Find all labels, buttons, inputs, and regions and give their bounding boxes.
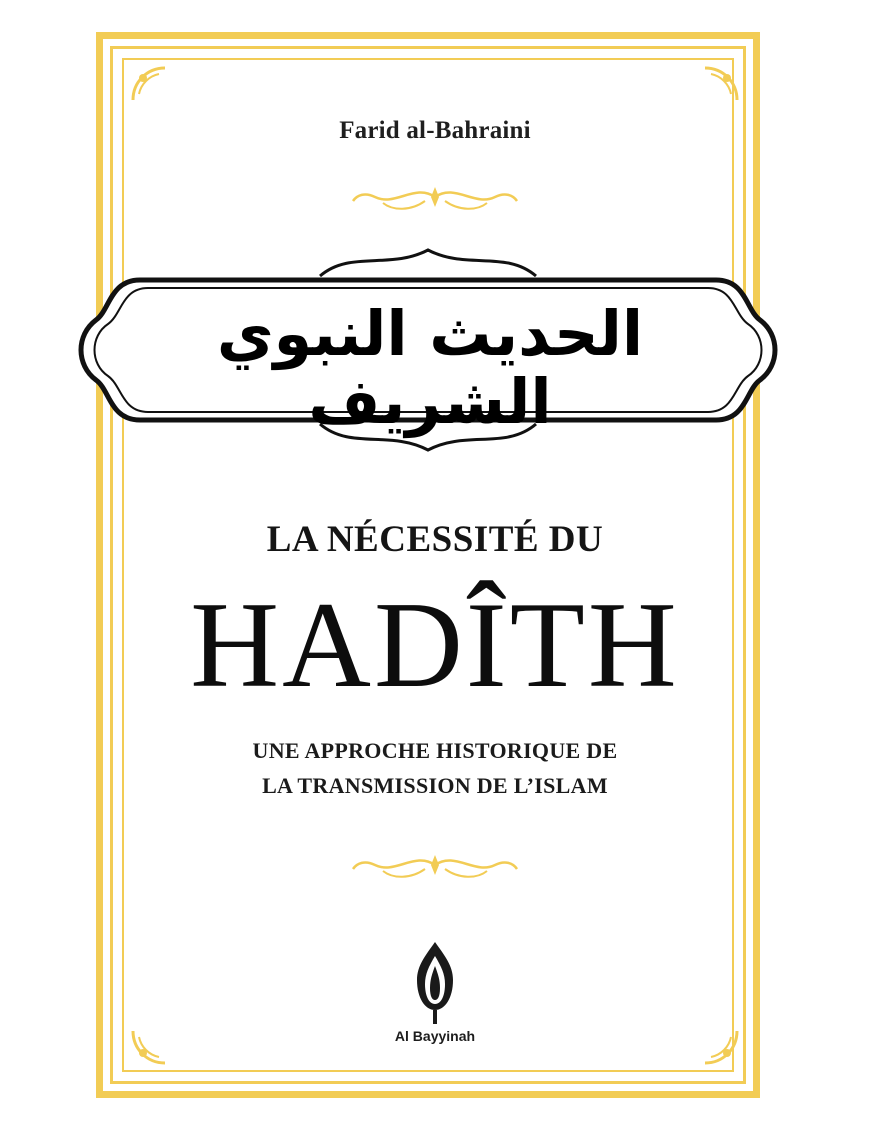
title-line-2: HADÎTH [190,576,680,713]
publisher-name: Al Bayyinah [394,1028,476,1044]
title-line-1: LA NÉCESSITÉ DU [266,519,604,560]
floral-corner-icon [701,64,741,104]
top-divider-ornament [0,177,870,217]
bottom-divider-ornament [0,845,870,885]
floral-corner-icon [129,64,169,104]
subtitle-line-2: LA TRANSMISSION DE L’ISLAM [262,773,608,798]
author-name: Farid al-Bahraini [339,117,531,144]
subtitle-line-1: UNE APPROCHE HISTORIQUE DE [252,738,618,763]
bayyinah-flame-logo-icon [395,938,475,1028]
scroll-ornament-icon [335,177,535,217]
scroll-ornament-icon [335,845,535,885]
arabic-title: الحديث النبوي الشريف [216,297,644,439]
